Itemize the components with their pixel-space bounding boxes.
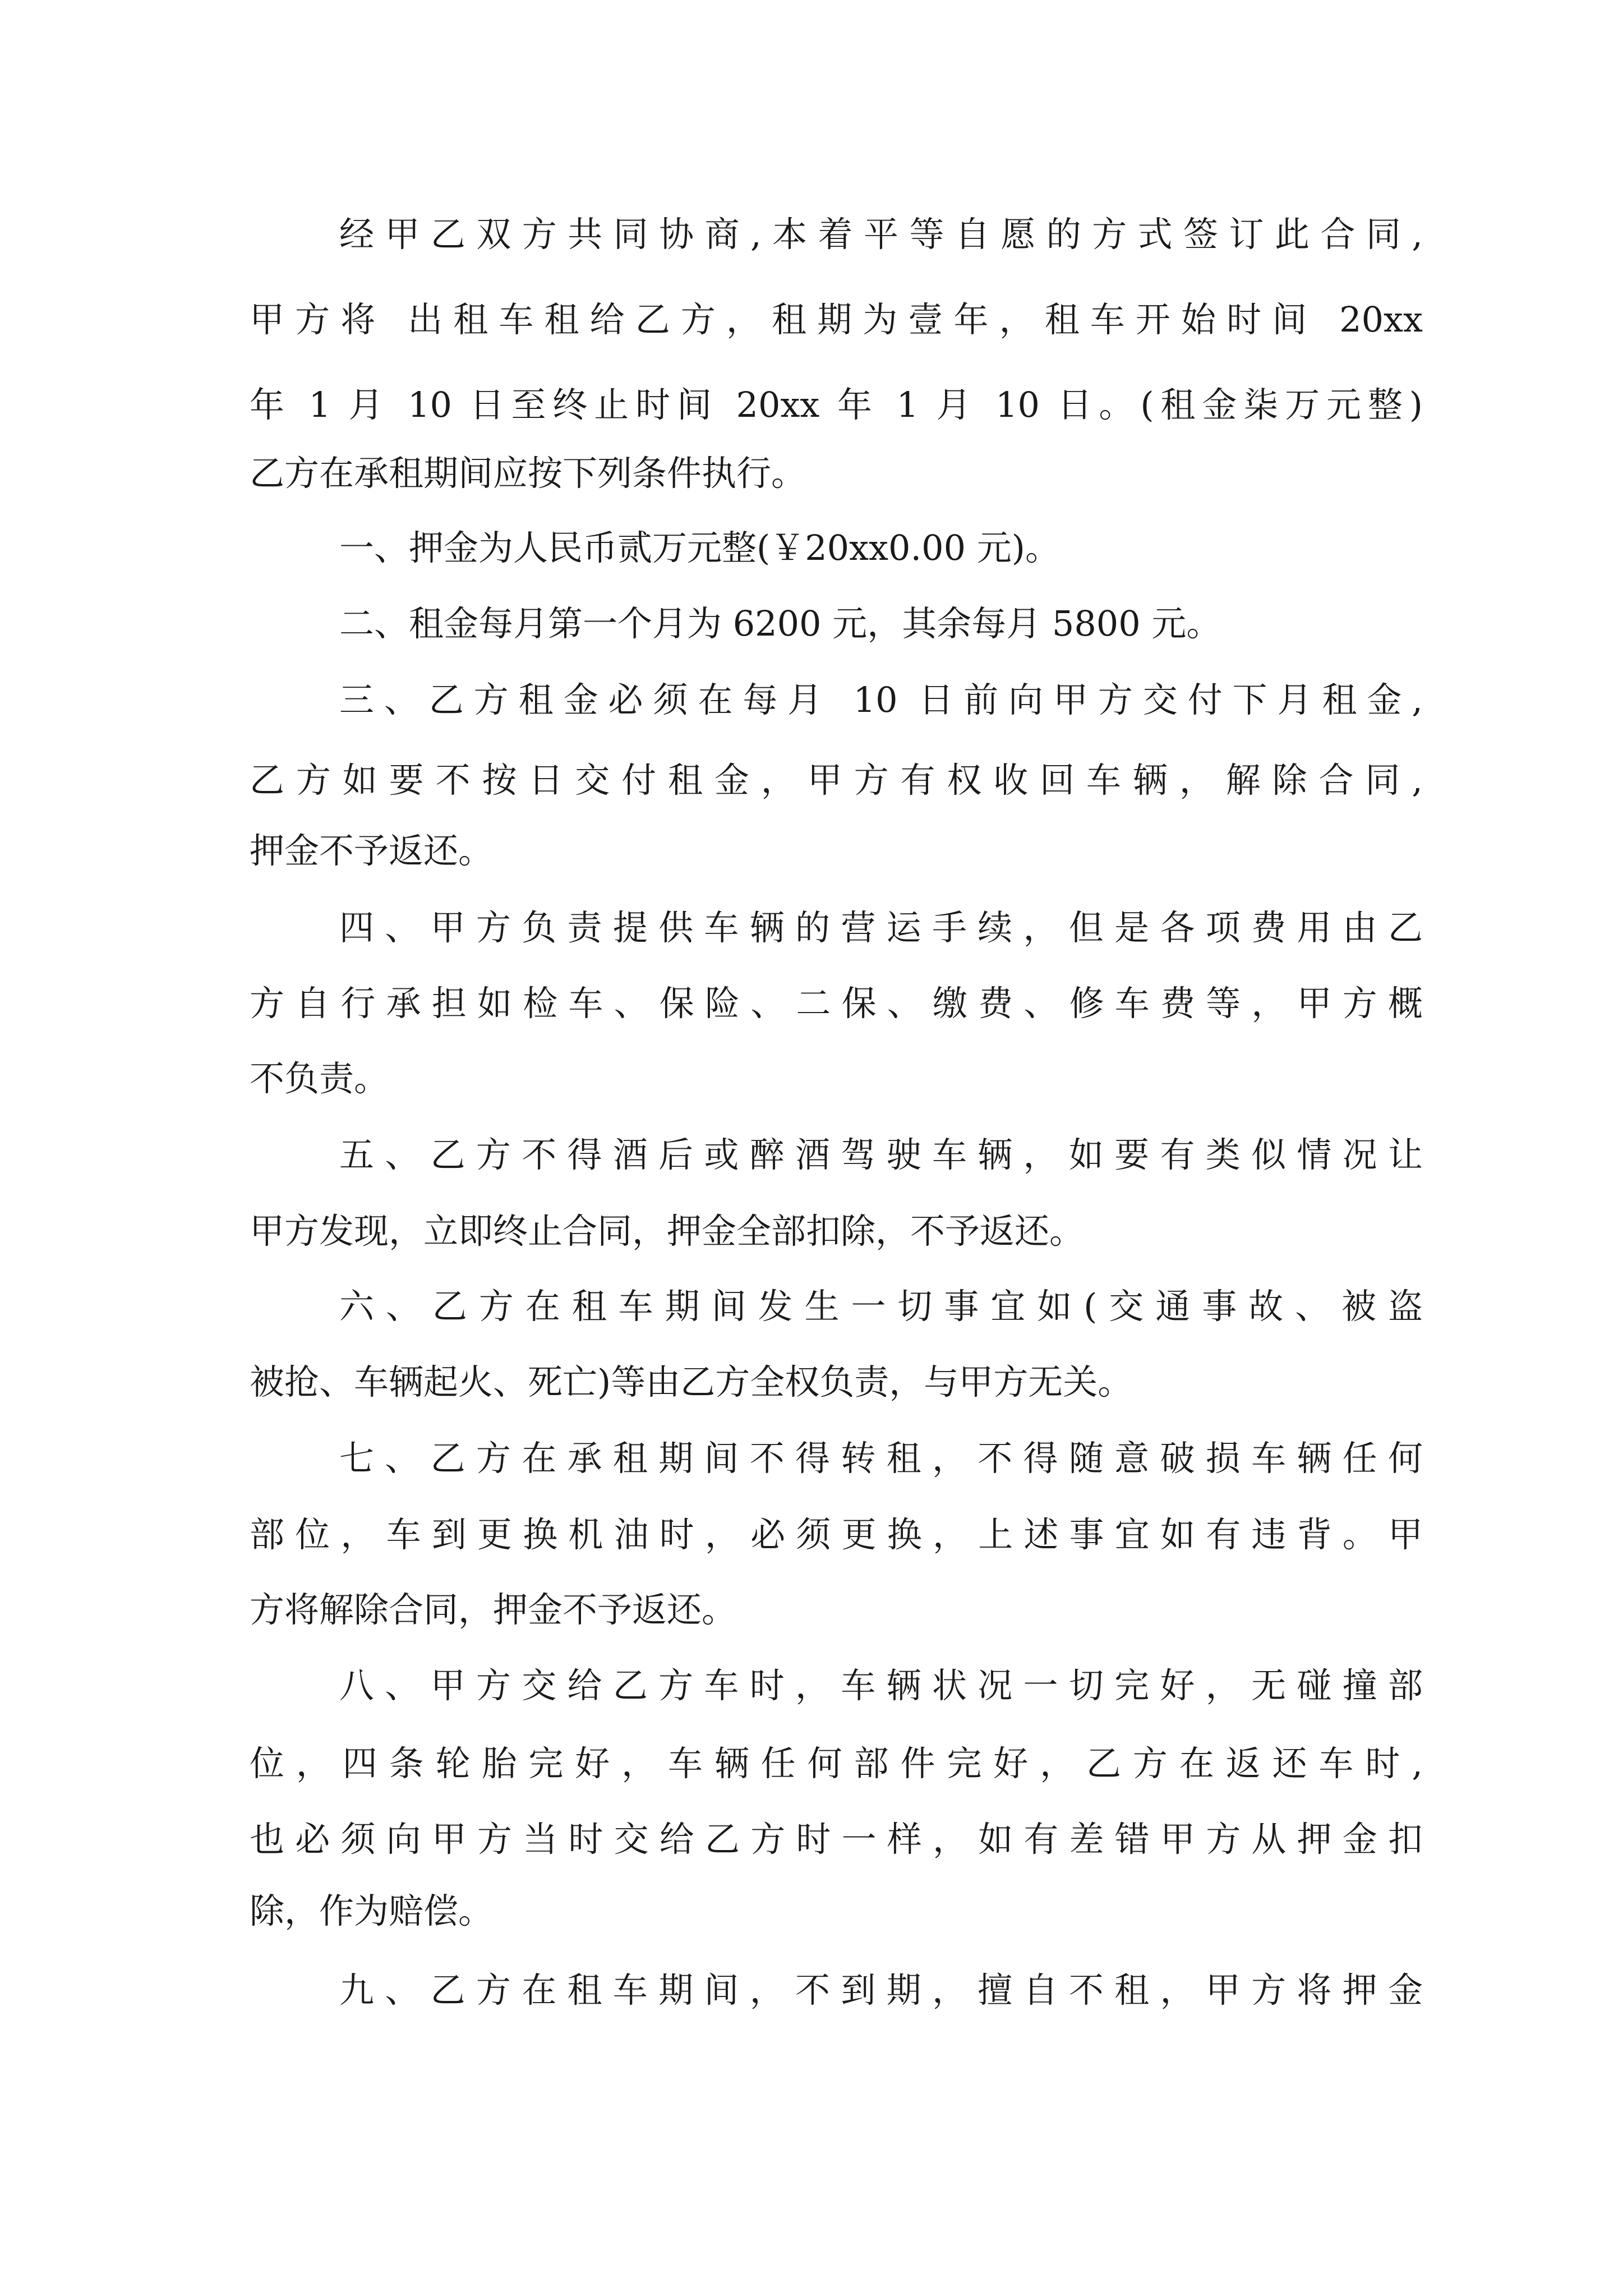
clause-3-line-1: 三、乙方租金必须在每月 10 日前向甲方交付下月租金, [339,679,1423,720]
clause-4-line-2: 方自行承担如检车、保险、二保、缴费、修车费等，甲方概 [250,983,1423,1024]
clause-6-line-1: 六、乙方在租车期间发生一切事宜如(交通事故、被盗 [339,1286,1423,1327]
clause-8-line-4: 除，作为赔偿。 [250,1890,494,1931]
clause-7-line-1: 七、乙方在承租期间不得转租，不得随意破损车辆任何 [339,1438,1423,1479]
clause-6-line-2: 被抢、车辆起火、死亡)等由乙方全权负责，与甲方无关。 [250,1361,1133,1402]
clause-9-line-1: 九、乙方在租车期间，不到期，擅自不租，甲方将押金 [339,1970,1423,2010]
clause-1-line-1: 一、押金为人民币贰万元整(￥20xx0.00 元)。 [339,527,1060,568]
intro-line-3: 年 1 月 10 日至终止时间 20xx 年 1 月 10 日。(租金柒万元整) [250,384,1423,425]
clause-3-line-2: 乙方如要不按日交付租金，甲方有权收回车辆，解除合同, [250,760,1423,800]
clause-4-line-3: 不负责。 [250,1058,389,1099]
intro-line-2: 甲方将 出租车租给乙方，租期为壹年，租车开始时间 20xx [250,299,1423,340]
intro-line-1: 经甲乙双方共同协商,本着平等自愿的方式签订此合同, [339,214,1423,255]
clause-7-line-2: 部位，车到更换机油时，必须更换，上述事宜如有违背。甲 [250,1514,1423,1555]
clause-8-line-2: 位，四条轮胎完好，车辆任何部件完好，乙方在返还车时, [250,1743,1423,1784]
clause-8-line-1: 八、甲方交给乙方车时，车辆状况一切完好，无碰撞部 [339,1665,1423,1706]
clause-5-line-2: 甲方发现，立即终止合同，押金全部扣除，不予返还。 [250,1211,1085,1251]
clause-4-line-1: 四、甲方负责提供车辆的营运手续，但是各项费用由乙 [339,907,1423,948]
intro-line-4: 乙方在承租期间应按下列条件执行。 [250,453,806,494]
clause-8-line-3: 也必须向甲方当时交给乙方时一样，如有差错甲方从押金扣 [250,1819,1423,1860]
clause-2-line-1: 二、租金每月第一个月为 6200 元，其余每月 5800 元。 [339,603,1221,644]
clause-3-line-3: 押金不予返还。 [250,830,494,871]
clause-5-line-1: 五、乙方不得酒后或醉酒驾驶车辆，如要有类似情况让 [339,1134,1423,1175]
clause-7-line-3: 方将解除合同，押金不予返还。 [250,1589,737,1630]
